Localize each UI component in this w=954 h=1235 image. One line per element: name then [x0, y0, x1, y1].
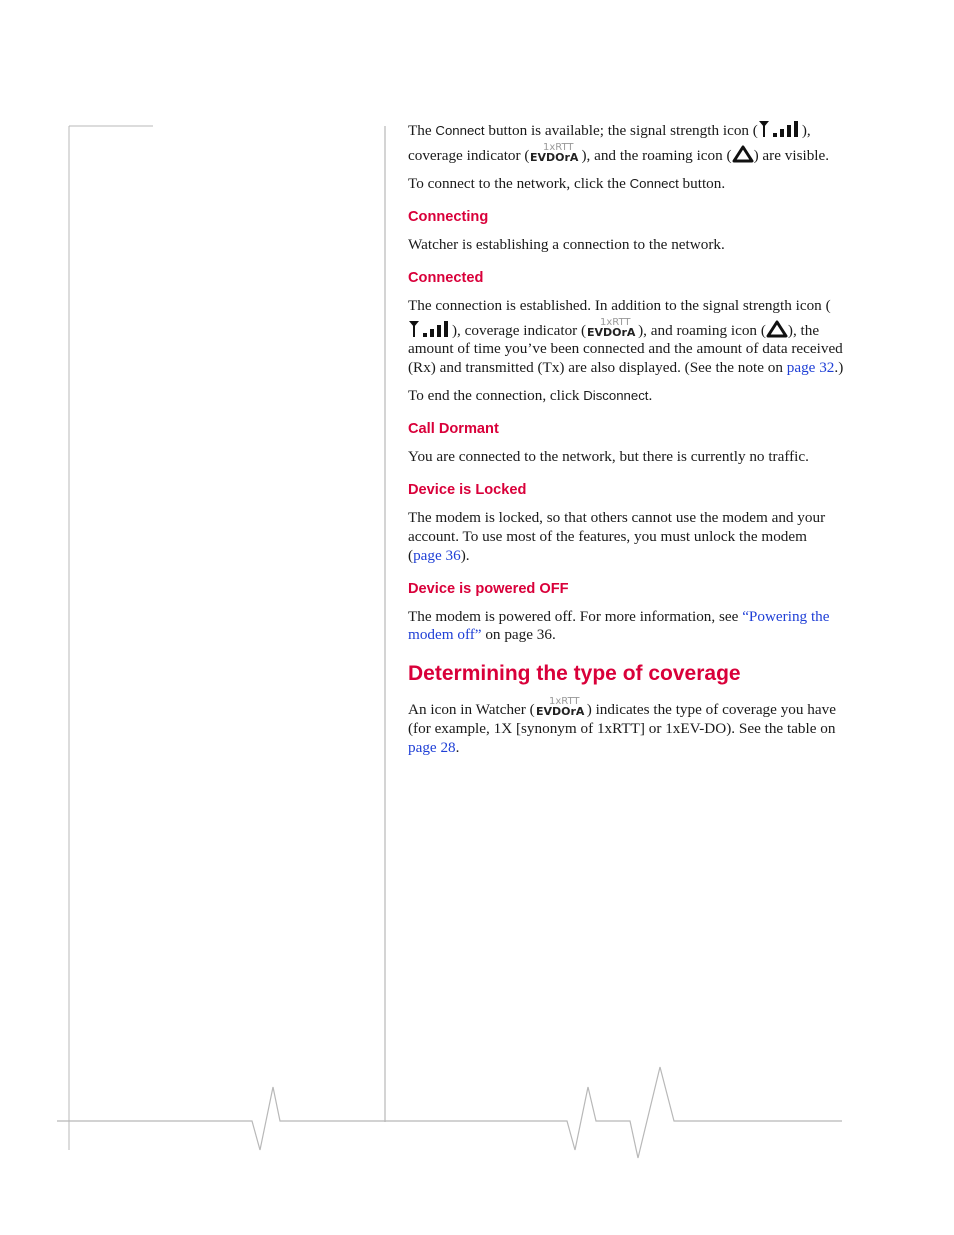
heading-connected: Connected [408, 269, 484, 286]
roaming-icon [732, 145, 754, 163]
link-page-28[interactable]: page 28 [408, 738, 456, 756]
disconnect-button-label: Disconnect [583, 387, 649, 403]
text: . [648, 386, 653, 404]
text: button. [678, 174, 726, 192]
paragraph-device-powered-off [408, 608, 844, 645]
coverage-top-text: 1xRTT [548, 696, 580, 708]
paragraph-disconnect-instruction [408, 387, 844, 406]
paragraph-connected [408, 297, 844, 377]
heading-device-locked: Device is Locked [408, 482, 527, 499]
text: ), coverage indicator ( [452, 321, 587, 339]
connect-button-label: Connect [629, 175, 679, 191]
link-page-32[interactable]: page 32 [786, 358, 835, 376]
coverage-bottom-text: EVDOrA [535, 705, 585, 718]
coverage-indicator-icon [529, 141, 581, 163]
text: ) indicates the type of coverage you have (for example, 1X [synonym of 1xRTT] or 1xEV-DO). See the table on [408, 701, 836, 738]
paragraph-call-dormant: You are connected to the network, but there is currently no traffic. [408, 448, 809, 466]
coverage-bottom-text: EVDOrA [587, 325, 636, 338]
text: The modem is powered off. For more information, see [408, 607, 743, 625]
heading-device-powered-off: Device is powered OFF [408, 580, 569, 597]
text: To end the connection, click [408, 386, 584, 404]
heading-determining-coverage: Determining the type of coverage [408, 661, 741, 685]
text: ), and roaming icon ( [638, 321, 766, 339]
text: on page 36. [481, 626, 556, 644]
coverage-bottom-text: EVDOrA [530, 150, 579, 163]
text: button is available; the signal strength icon ( [484, 122, 758, 139]
text: .) [834, 358, 844, 376]
heading-connecting: Connecting [408, 208, 489, 225]
roaming-icon [766, 320, 788, 338]
footer-heartbeat-line [57, 1067, 842, 1158]
signal-strength-icon [408, 320, 452, 338]
heading-call-dormant: Call Dormant [408, 421, 499, 438]
text: ) are visible. [753, 146, 830, 164]
signal-strength-icon [758, 120, 802, 138]
main-column [408, 120, 844, 767]
text: To connect to the network, click the [408, 174, 630, 192]
text: . [455, 738, 460, 756]
text: The connection is established. In addition to the signal strength icon ( [408, 297, 831, 315]
paragraph-connect-instruction [408, 175, 844, 194]
text: An icon in Watcher ( [408, 701, 535, 719]
coverage-top-text: 1xRTT [543, 141, 574, 153]
coverage-top-text: 1xRTT [600, 316, 631, 328]
text: ), and the roaming icon ( [581, 146, 732, 164]
paragraph-connecting: Watcher is establishing a connection to the network. [408, 235, 725, 253]
text: ), the amount of time you’ve been connected and the amount of data received (Rx) and transmitted (Tx) are also displayed. (See the note on [408, 321, 843, 376]
coverage-indicator-icon [535, 695, 587, 717]
coverage-indicator-icon [586, 316, 638, 338]
text: The [408, 122, 436, 139]
connect-button-label: Connect [435, 123, 485, 138]
paragraph-coverage [408, 695, 844, 757]
text: ). [460, 546, 470, 564]
paragraph-available [408, 120, 844, 165]
link-page-36[interactable]: page 36 [413, 546, 461, 564]
text: ), coverage indicator ( [408, 122, 811, 164]
paragraph-device-locked [408, 509, 844, 565]
link-powering-modem-off[interactable]: “Powering the modem off” [408, 607, 830, 644]
text: The modem is locked, so that others cannot use the modem and your account. To use most of the features, you must unlock the modem ( [408, 509, 826, 564]
